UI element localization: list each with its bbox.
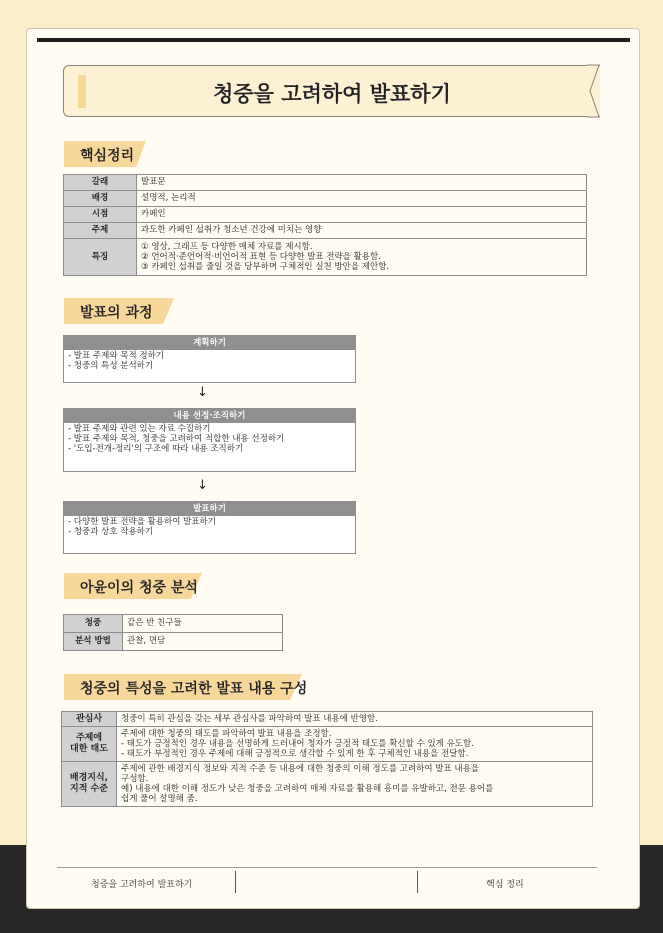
table-row: [62, 712, 593, 727]
table-row: [64, 207, 587, 223]
row-label: [62, 727, 117, 762]
row-line: 예) 내용에 대한 이해 정도가 낮은 청중을 고려하여 매체 자료를 활용해 흥미를 유발하고, 전문 용어를: [121, 784, 494, 794]
flow-step-item: - '도입-전개-정리'의 구조에 따라 내용 조직하기: [68, 443, 244, 454]
row-value: [137, 191, 587, 207]
page-title: 청중을 고려하여 발표하기: [213, 82, 451, 106]
table-row: [64, 239, 587, 276]
flow-step-item: - 청중의 특성 분석하기: [68, 360, 154, 371]
flow-step-title: 발표하기: [64, 502, 355, 516]
flow-step-item: - 발표 주제와 목적, 청중을 고려하여 적합한 내용 선정하기: [68, 433, 285, 444]
row-line: 발표문: [141, 177, 166, 188]
summary-table: [63, 174, 587, 276]
flow-step-title: 계획하기: [64, 336, 355, 350]
flow-step-title: 내용 선정·조직하기: [64, 409, 355, 423]
row-line: 과도한 카페인 섭취가 청소년 건강에 미치는 영향: [141, 225, 322, 236]
flow-arrow-down: ↓: [197, 478, 208, 493]
row-line: ③ 카페인 섭취를 줄일 것을 당부하며 구체적인 실천 방안을 제안함.: [141, 262, 390, 272]
footer-rule: [57, 867, 597, 868]
row-value: [137, 175, 587, 191]
row-label-line: 배경지식,: [69, 773, 109, 784]
title-banner: [63, 65, 600, 117]
composition-table: [61, 711, 593, 807]
audience-table: [63, 614, 283, 651]
footer-separator: [417, 871, 418, 893]
row-label-line: 대한 태도: [70, 744, 108, 754]
flow-step-present: [63, 501, 356, 554]
table-row: [64, 633, 283, 651]
row-line: ② 언어적·준언어적·비언어적 표현 등 다양한 발표 전략을 활용함.: [141, 251, 381, 262]
row-value: 관찰, 면담: [123, 633, 283, 651]
flow-step-organize: [63, 408, 356, 472]
title-banner-tip: [587, 64, 607, 118]
row-label: 청중: [64, 615, 123, 633]
table-row: [62, 762, 593, 807]
row-label: 갈래: [64, 175, 137, 191]
row-line: 주제에 대한 청중의 태도를 파악하여 발표 내용을 조정함.: [121, 728, 332, 739]
row-label-line: 주제에: [75, 733, 103, 744]
row-label: 주제: [64, 223, 137, 239]
document-page: 청중을 고려하여 발표하기 핵심정리 갈래 발표문 배경 설명적, 논리적 시점 카페인 주제 과도한 카페인 섭취가 청소년 건강에 미치는 영향 특징 ① 영상, 그래프 등 다양한 매체 자료를 제시함. ② 언어적·준언어적·비언어적 표현 등 다양한 발표 전략을 활용함. ③ 카페인 섭취를 줄일 것을 당부하며 구체적인 실천 방안을 제안함. 발표의 과정 계획하기 - 발표 주제와 목적 정하기 - 청중의 특성 분석하기 ↓ 내용 선정·조직하기 - 발표 주제와 관련 있는 자료 수집하기 - 발표 주제와 목적, 청중을 고려하여 적합한 내용 선정하기 - '도입-전개-정리'의 구조에 따라 내용 조직하기 ↓ 발표하기 - 다양한 발표 전략을 활용하여 발표하기 - 청중과 상호 작용하기 아윤이의 청중 분석 청중 같은 반 친구들 분석 방법 관찰, 면담 청중의 특성을 고려한 발표 내용 구성 관심사 청중이 특히 관심을 갖는 세부 관심사를 파악하여 발표 내용에 반영함. 주제에 대한 태도 주제에 대한 청중의 태도를 파악하여 발표 내용을 조정함. - 태도가 긍정적인 경우 내용을 선명하게 드러내어 청자가 긍정적 태도를 확신할 수 있게 유도함. - 태도가 부정적인 경우 주제에 대해 긍정적으로 생각할 수 있게 한 후 구체적인 내용을 전달함. 배경지식, 지적 수준 주제에 관한 배경지식 정보와 지적 수준 등 내용에 대한 청중의 이해 정도를 고려하여 발표 내용을 구성함. 예) 내용에 대한 이해 정도가 낮은 청중을 고려하여 매체 자료를 활용해 흥미를 유발하고, 전문 용어를 쉽게 풀어 설명해 줌. 청중을 고려하여 발표하기 핵심 정리: [26, 28, 640, 909]
flow-step-item: - 발표 주제와 관련 있는 자료 수집하기: [68, 424, 211, 434]
row-label: [62, 762, 117, 807]
row-line: 구성함.: [121, 773, 149, 784]
row-value: [117, 712, 593, 727]
table-row: [62, 727, 593, 762]
row-label: 분석 방법: [64, 633, 123, 651]
row-value: [117, 762, 593, 807]
flow-arrow-down: ↓: [197, 385, 208, 400]
flow-step-item: - 다양한 발표 전략을 활용하여 발표하기: [68, 517, 216, 527]
footer-section: 핵심 정리: [486, 880, 524, 890]
row-label: 특징: [64, 239, 137, 276]
row-value: [137, 239, 587, 276]
row-label-line: 지적 수준: [70, 784, 108, 794]
flow-step-item: - 청중과 상호 작용하기: [68, 526, 154, 537]
row-value: 같은 반 친구들: [123, 615, 283, 633]
top-rule: [37, 38, 630, 42]
table-row: [64, 615, 283, 633]
footer-separator: [235, 871, 236, 893]
table-row: [64, 191, 587, 207]
row-label: 시점: [64, 207, 137, 223]
row-line: 주제에 관한 배경지식 정보와 지적 수준 등 내용에 대한 청중의 이해 정도를 고려하여 발표 내용을: [121, 763, 480, 774]
row-label-line: 관심사: [75, 713, 103, 724]
row-line: ① 영상, 그래프 등 다양한 매체 자료를 제시함.: [141, 241, 313, 252]
row-line: 쉽게 풀어 설명해 줌.: [121, 794, 198, 805]
row-value: [137, 207, 587, 223]
row-line: 카페인: [141, 209, 166, 220]
row-line: 설명적, 논리적: [141, 193, 196, 204]
row-line: 청중이 특히 관심을 갖는 세부 관심사를 파악하여 발표 내용에 반영함.: [121, 713, 378, 724]
row-label: 배경: [64, 191, 137, 207]
row-line: - 태도가 부정적인 경우 주제에 대해 긍정적으로 생각할 수 있게 한 후 구체적인 내용을 전달함.: [121, 749, 469, 759]
row-line: - 태도가 긍정적인 경우 내용을 선명하게 드러내어 청자가 긍정적 태도를 확신할 수 있게 유도함.: [121, 738, 474, 749]
row-label: [62, 712, 117, 727]
row-value: [137, 223, 587, 239]
table-row: [64, 223, 587, 239]
flow-step-plan: [63, 335, 356, 383]
table-row: [64, 175, 587, 191]
flow-step-item: - 발표 주제와 목적 정하기: [68, 351, 164, 361]
footer-title: 청중을 고려하여 발표하기: [91, 880, 193, 890]
row-value: [117, 727, 593, 762]
